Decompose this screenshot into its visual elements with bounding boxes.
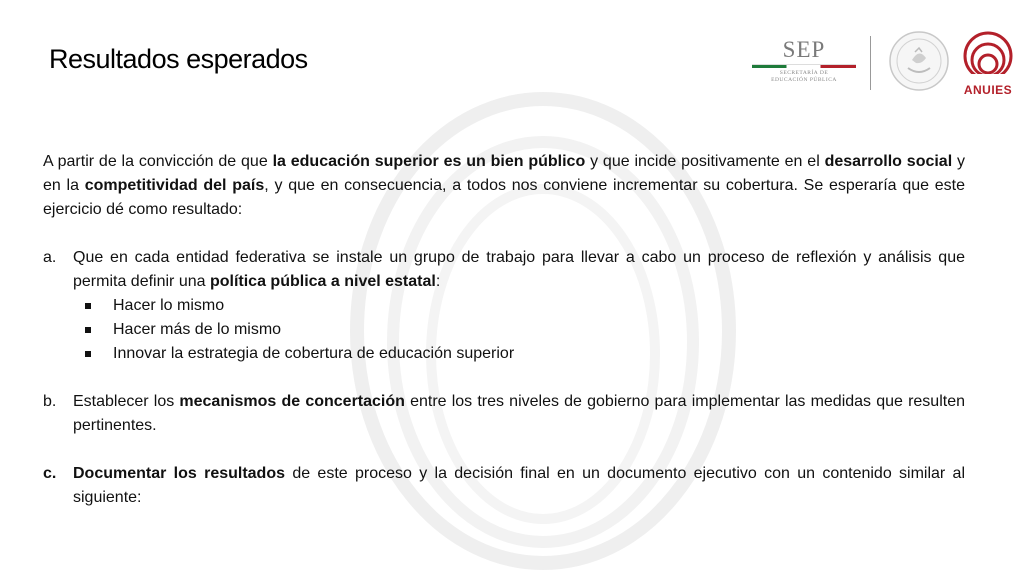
bullet-text: Hacer lo mismo bbox=[113, 297, 225, 314]
intro-bold-3: competitividad del país bbox=[84, 177, 265, 194]
slide-title: Resultados esperados bbox=[49, 44, 308, 74]
intro-text-2: y que incide positivamente en el bbox=[585, 153, 825, 170]
item-c-text-2: de este proceso y la decisión final en un documento ejecutivo con un contenido similar al siguiente: bbox=[73, 465, 966, 506]
bullet-text: Hacer más de lo mismo bbox=[113, 321, 282, 338]
slide-body bbox=[43, 150, 965, 510]
item-b-bold-1: mecanismos de concertación bbox=[179, 393, 405, 410]
intro-bold-1: la educación superior es un bien público bbox=[272, 153, 586, 170]
bullet-item bbox=[73, 342, 965, 366]
item-b-text-1: Establecer los bbox=[73, 393, 180, 410]
intro-paragraph bbox=[43, 150, 965, 222]
sep-logo bbox=[748, 38, 860, 84]
item-a-bold-1: política pública a nivel estatal bbox=[209, 273, 436, 290]
square-bullet-icon bbox=[83, 294, 92, 318]
list-text-c bbox=[73, 462, 965, 510]
sep-subtitle-line1: SECRETARÍA DE bbox=[779, 70, 829, 76]
intro-text-1: A partir de la convicción de que bbox=[43, 153, 273, 170]
bullet-item bbox=[73, 318, 965, 342]
bullet-list bbox=[73, 294, 965, 366]
bullet-text: Innovar la estrategia de cobertura de educación superior bbox=[113, 345, 515, 362]
sep-flag-bar bbox=[752, 64, 856, 68]
item-a-text-1: Que en cada entidad federativa se instale un grupo de trabajo para llevar a cabo un proceso de reflexión y análisis que permita definir una bbox=[73, 249, 965, 290]
item-c-bold-1: Documentar los resultados bbox=[73, 465, 286, 482]
bullet-item bbox=[73, 294, 965, 318]
list-label-c bbox=[43, 462, 73, 510]
list-label-b: b. bbox=[43, 393, 57, 410]
intro-text-4: , y que en consecuencia, a todos nos conviene incrementar su cobertura. Se esperaría que este ejercicio dé como resultado: bbox=[43, 177, 965, 218]
list-text-b bbox=[73, 390, 965, 438]
logo-divider bbox=[870, 36, 871, 90]
anuies-logo bbox=[960, 30, 1016, 98]
list-label-a: a. bbox=[43, 249, 57, 266]
sep-subtitle-line2: EDUCACIÓN PÚBLICA bbox=[771, 77, 837, 83]
intro-bold-2: desarrollo social bbox=[824, 153, 953, 170]
list-label-c-bold: c. bbox=[43, 465, 57, 482]
anuies-logo-text: ANUIES bbox=[963, 83, 1013, 97]
mexico-coat-of-arms-seal-icon bbox=[888, 30, 950, 92]
list-text-a bbox=[73, 246, 965, 366]
intro-text-3: y en la bbox=[43, 153, 965, 194]
sep-logo-text: SEP bbox=[782, 37, 826, 62]
item-b-text-2: entre los tres niveles de gobierno para implementar las medidas que resulten pertinentes. bbox=[73, 393, 965, 434]
square-bullet-icon bbox=[83, 342, 92, 366]
item-a-text-2: : bbox=[435, 273, 441, 290]
list-item-a bbox=[43, 246, 965, 366]
list-item-c bbox=[43, 462, 965, 510]
anuies-rings-icon bbox=[962, 30, 1014, 82]
square-bullet-icon bbox=[83, 318, 92, 342]
header-logos bbox=[748, 28, 1018, 98]
list-item-b bbox=[43, 390, 965, 438]
